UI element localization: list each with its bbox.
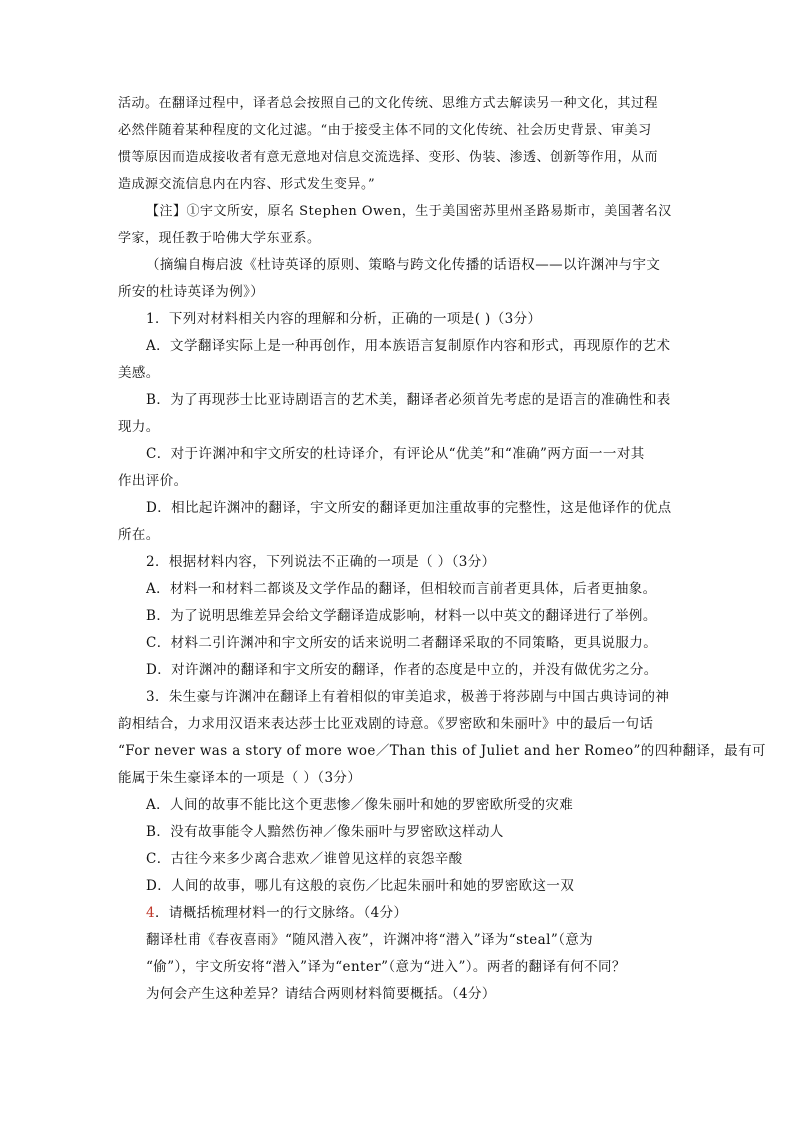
question-2-option-b: B．为了说明思维差异会给文学翻译造成影响，材料一以中英文的翻译进行了举例。 [146,608,657,624]
question-2-option-a: A．材料一和材料二都谈及文学作品的翻译，但相较而言前者更具体，后者更抽象。 [146,581,657,597]
question-3-stem: 能属于朱生豪译本的一项是（ ）（3分） [118,770,362,786]
question-4-number: 4 [146,905,155,921]
question-3-option-a: A．人间的故事不能比这个更悲惨／像朱丽叶和她的罗密欧所受的灾难 [146,797,574,813]
question-2-option-d: D．对许渊冲的翻译和宇文所安的翻译，作者的态度是中立的，并没有做优劣之分。 [146,662,658,678]
note-line: 【注】①宇文所安，原名 Stephen Owen，生于美国密苏里州圣路易斯市，美国著名汉 [146,204,672,219]
question-3-stem: “For never was a story of more woe／Than this of Juliet and her Romeo”的四种翻译，最有可 [118,743,766,759]
question-1-option-b: B．为了再现莎士比亚诗剧语言的艺术美，翻译者必须首先考虑的是语言的准确性和表 [146,392,671,408]
question-1-option-a: 美感。 [118,365,160,381]
question-1-option-d: D．相比起许渊冲的翻译，宇文所安的翻译更加注重故事的完整性，这是他译作的优点 [146,500,672,516]
document-body [118,90,766,1008]
question-1-option-c: C．对于许渊冲和宇文所安的杜诗译介，有评论从“优美”和“准确”两方面一一对其 [146,446,645,462]
quote-line: 惯等原因而造成接收者有意无意地对信息交流选择、变形、伪装、渗透、创新等作用，从而 [118,150,659,165]
question-2-option-c: C．材料二引许渊冲和宇文所安的话来说明二者翻译采取的不同策略，更具说服力。 [146,635,658,651]
question-1-option-a: A．文学翻译实际上是一种再创作，用本族语言复制原作内容和形式，再现原作的艺术 [146,338,671,354]
question-5-stem: 翻译杜甫《春夜喜雨》“随风潜入夜”，许渊冲将“潜入”译为“steal”（意为 [146,932,594,948]
question-1-stem: 1．下列对材料相关内容的理解和分析，正确的一项是( )（3分） [146,311,542,327]
source-citation: （摘编自梅启波《杜诗英译的原则、策略与跨文化传播的话语权——以许渊冲与宇文 [146,257,661,273]
question-1-option-d: 所在。 [118,527,160,543]
question-3-option-c: C．古往今来多少离合悲欢／谁曾见这样的哀怨辛酸 [146,851,463,867]
question-5-stem: 为何会产生这种差异？请结合两则材料简要概括。（4分） [146,986,496,1002]
question-1-option-b: 现力。 [118,419,160,435]
question-5-stem: “偷”），宇文所安将“潜入”译为“enter”（意为“进入”）。两者的翻译有何不同？ [146,959,626,975]
question-2-stem: 2．根据材料内容，下列说法不正确的一项是（ ）（3分） [146,554,496,570]
question-3-option-b: B．没有故事能令人黯然伤神／像朱丽叶与罗密欧这样动人 [146,824,504,840]
question-4-text: ．请概括梳理材料一的行文脉络。（4分） [155,905,408,921]
note-line: 学家，现任教于哈佛大学东亚系。 [118,231,321,246]
question-1-option-c: 作出评价。 [118,473,188,489]
quote-line: 造成源交流信息内在内容、形式发生变异。” [118,177,376,192]
question-3-stem: 韵相结合，力求用汉语来表达莎士比亚戏剧的诗意。《罗密欧和朱丽叶》中的最后一句话 [118,716,654,732]
quote-line: 活动。在翻译过程中，译者总会按照自己的文化传统、思维方式去解读另一种文化，其过程 [118,96,659,111]
source-citation: 所安的杜诗英译为例》） [118,284,265,300]
question-3-option-d: D．人间的故事，哪儿有这般的哀伤／比起朱丽叶和她的罗密欧这一双 [146,878,575,894]
question-3-stem: 3．朱生豪与许渊冲在翻译上有着相似的审美追求，极善于将莎剧与中国古典诗词的神 [146,689,670,705]
question-4-stem [118,900,678,927]
quote-line: 必然伴随着某种程度的文化过滤。“由于接受主体不同的文化传统、社会历史背景、审美习 [118,123,652,138]
